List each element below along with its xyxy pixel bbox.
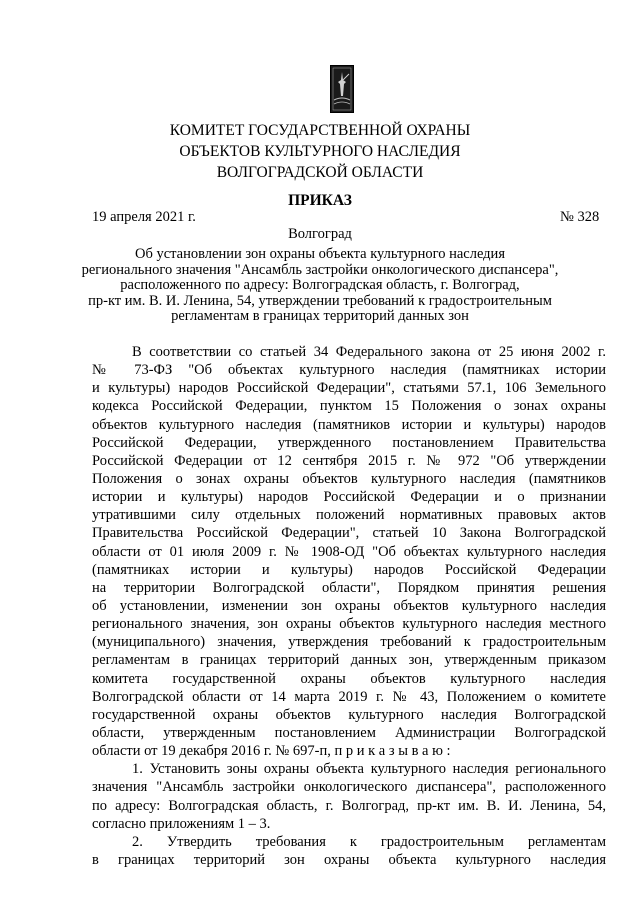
org-line: ВОЛГОГРАДСКОЙ ОБЛАСТИ bbox=[216, 164, 424, 181]
body-line: об установлении, изменении зон охраны объектов культурного наследия bbox=[92, 597, 606, 614]
body-line: Правительства Российской Федерации", статьей 10 Закона Волгоградской bbox=[92, 525, 606, 542]
body-line: В соответствии со статьей 34 Федерального закона от 25 июня 2002 г. bbox=[132, 344, 606, 360]
body-line: регионального значения, зон охраны объектов культурного наследия местного bbox=[92, 616, 606, 633]
body-line: № 73-ФЗ "Об объектах культурного наследия (памятниках истории bbox=[92, 362, 606, 379]
document-type: ПРИКАЗ bbox=[288, 192, 352, 209]
body-line: (муниципального) значения, утверждения требований к градостроительным bbox=[92, 634, 606, 651]
body-line: значения "Ансамбль застройки онкологического диспансера", расположенного bbox=[92, 779, 606, 796]
body-line: области, утвержденным постановлением Администрации Волгоградской bbox=[92, 724, 606, 741]
body-line: 2. Утвердить требования к градостроительным регламентам bbox=[132, 833, 606, 850]
order-subject bbox=[80, 247, 560, 325]
body-line: на территории Волгоградской области", Порядком принятия решения bbox=[92, 579, 606, 596]
body-line: истории и культуры) народов Российской Федерации и о признании bbox=[92, 489, 606, 506]
subject-line: регионального значения "Ансамбль застройки онкологического диспансера", bbox=[81, 261, 559, 278]
body-line: государственной охраны объектов культурного наследия Волгоградской bbox=[92, 706, 606, 723]
body-line: кодекса Российской Федерации, пунктом 15 Положения о зонах охраны bbox=[92, 398, 606, 415]
coat-of-arms-emblem-icon bbox=[330, 65, 354, 113]
body-line: Российской Федерации, утвержденного постановлением Правительства bbox=[92, 434, 606, 451]
subject-line: Об установлении зон охраны объекта культурного наследия bbox=[135, 246, 505, 262]
organization-name bbox=[0, 120, 640, 183]
body-line: регламентам в границах территорий данных зон, утвержденным приказом bbox=[92, 652, 606, 669]
body-line: Положения о зонах охраны объектов культурного наследия (памятников bbox=[92, 470, 606, 487]
subject-line: регламентам в границах территорий данных зон bbox=[171, 308, 469, 324]
subject-line: пр-кт им. В. И. Ленина, 54, утверждении требований к градостроительным bbox=[88, 292, 552, 309]
body-line: Волгоградской области от 14 марта 2019 г. № 43, Положением о комитете bbox=[92, 688, 606, 705]
body-line: области от 19 декабря 2016 г. № 697-п, п р и к а з ы в а ю : bbox=[92, 743, 451, 760]
body-line: 1. Установить зоны охраны объекта культурного наследия регионального bbox=[132, 761, 606, 778]
order-body bbox=[92, 343, 606, 869]
body-line: объектов культурного наследия (памятников истории и культуры) народов bbox=[92, 416, 606, 433]
body-line: в границах территорий зон охраны объекта культурного наследия bbox=[92, 851, 606, 868]
subject-line: расположенного по адресу: Волгоградская область, г. Волгоград, bbox=[120, 277, 520, 293]
body-line: по адресу: Волгоградская область, г. Волгоград, пр-кт им. В. И. Ленина, 54, bbox=[92, 797, 606, 814]
body-line: Российской Федерации от 12 сентября 2015 г. № 972 "Об утверждении bbox=[92, 452, 606, 469]
body-line: и культуры) народов Российской Федерации", статьями 57.1, 106 Земельного bbox=[92, 380, 606, 397]
document-number: № 328 bbox=[560, 209, 600, 225]
document-date: 19 апреля 2021 г. bbox=[92, 209, 196, 225]
body-line: утратившими силу отдельных положений нормативных правовых актов bbox=[92, 507, 606, 524]
org-line: ОБЪЕКТОВ КУЛЬТУРНОГО НАСЛЕДИЯ bbox=[179, 143, 461, 160]
document-place: Волгоград bbox=[288, 226, 352, 242]
body-line: (памятниках истории и культуры) народов Российской Федерации bbox=[92, 561, 606, 578]
org-line: КОМИТЕТ ГОСУДАРСТВЕННОЙ ОХРАНЫ bbox=[169, 122, 471, 139]
body-line: комитета государственной охраны объектов культурного наследия bbox=[92, 670, 606, 687]
body-line: согласно приложениям 1 – 3. bbox=[92, 815, 271, 832]
body-line: области от 01 июля 2009 г. № 1908-ОД "Об объектах культурного наследия bbox=[92, 543, 606, 560]
